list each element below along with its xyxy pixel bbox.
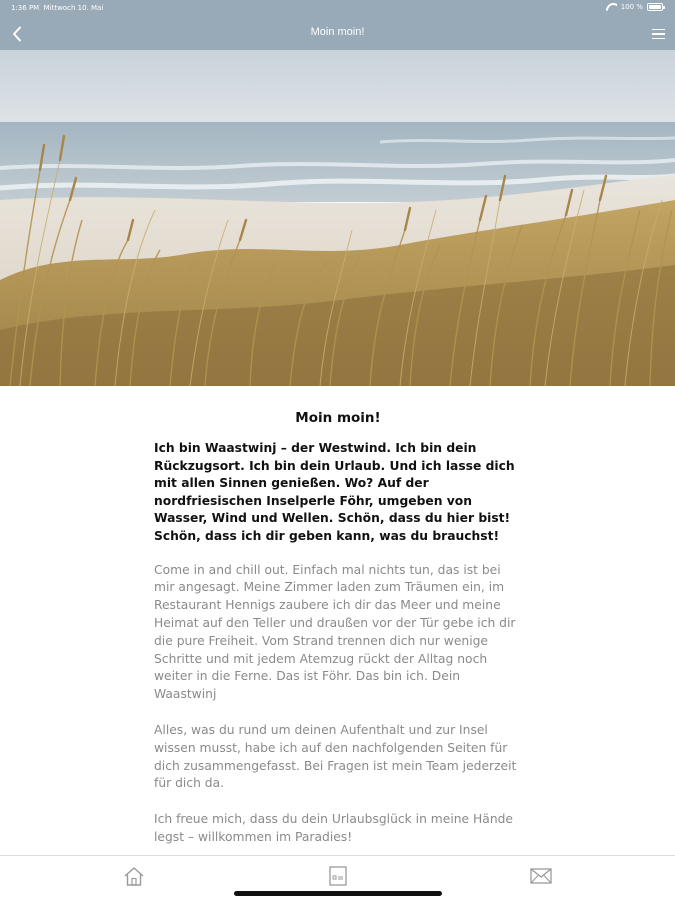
menu-button[interactable] [647, 23, 669, 45]
top-bar [0, 0, 675, 50]
article [154, 410, 522, 865]
tab-document[interactable] [325, 864, 351, 888]
page-title: Moin moin! [310, 26, 365, 38]
tab-home[interactable] [121, 864, 147, 888]
article-intro: Ich bin Waastwinj – der Westwind. Ich bin dein Rückzugsort. Ich bin dein Urlaub. Und ich lasse dich mit allen Sinnen genießen. Wo? Auf der nordfriesischen Inselperle Föhr, umgeben von Wasser, Wind und Wellen. Schön, dass du hier bist! Schön, dass ich dir geben kann, was du brauchst! [154, 441, 515, 543]
article-paragraph: Come in and chill out. Einfach mal nichts tun, das ist bei mir angesagt. Meine Zimmer laden zum Träumen ein, im Restaurant Hennigs zaubere ich dir das Meer und meine Heimat auf den Teller und draußen vor der Tür gebe ich dir die pure Freiheit. Vom Strand trennen dich nur wenige Schritte und mit jedem Atemzug rückt der Alltag noch weiter in die Ferne. Das ist Föhr. Das bin ich. Dein Waastwinj [154, 562, 516, 702]
status-right [606, 3, 663, 11]
wifi-icon [606, 3, 617, 11]
status-time: 1:36 PM Mittwoch 10. Mai [11, 4, 104, 12]
article-paragraph: Alles, was du rund um deinen Aufenthalt und zur Insel wissen musst, habe ich auf den nachfolgenden Seiten für dich zusammengefasst. Bei Fragen ist mein Team jederzeit für dich da. [154, 722, 517, 791]
hamburger-line [652, 33, 665, 35]
battery-percent: 100 % [620, 3, 643, 11]
hero-image [0, 50, 675, 386]
beach-dune-grass-photo [0, 50, 675, 386]
battery-icon [647, 3, 663, 11]
navigation-bar [0, 18, 675, 50]
article-heading: Moin moin! [295, 410, 381, 426]
document-icon [327, 865, 349, 887]
status-bar [0, 0, 675, 18]
article-paragraph: Ich freue mich, dass du dein Urlaubsglück in meine Hände legst – willkommen im Paradies! [154, 812, 513, 844]
hamburger-menu-icon [652, 29, 665, 31]
mail-icon [529, 866, 553, 886]
home-indicator[interactable] [234, 891, 442, 896]
tab-mail[interactable] [528, 864, 554, 888]
home-icon [123, 865, 145, 887]
hamburger-line [652, 38, 665, 40]
